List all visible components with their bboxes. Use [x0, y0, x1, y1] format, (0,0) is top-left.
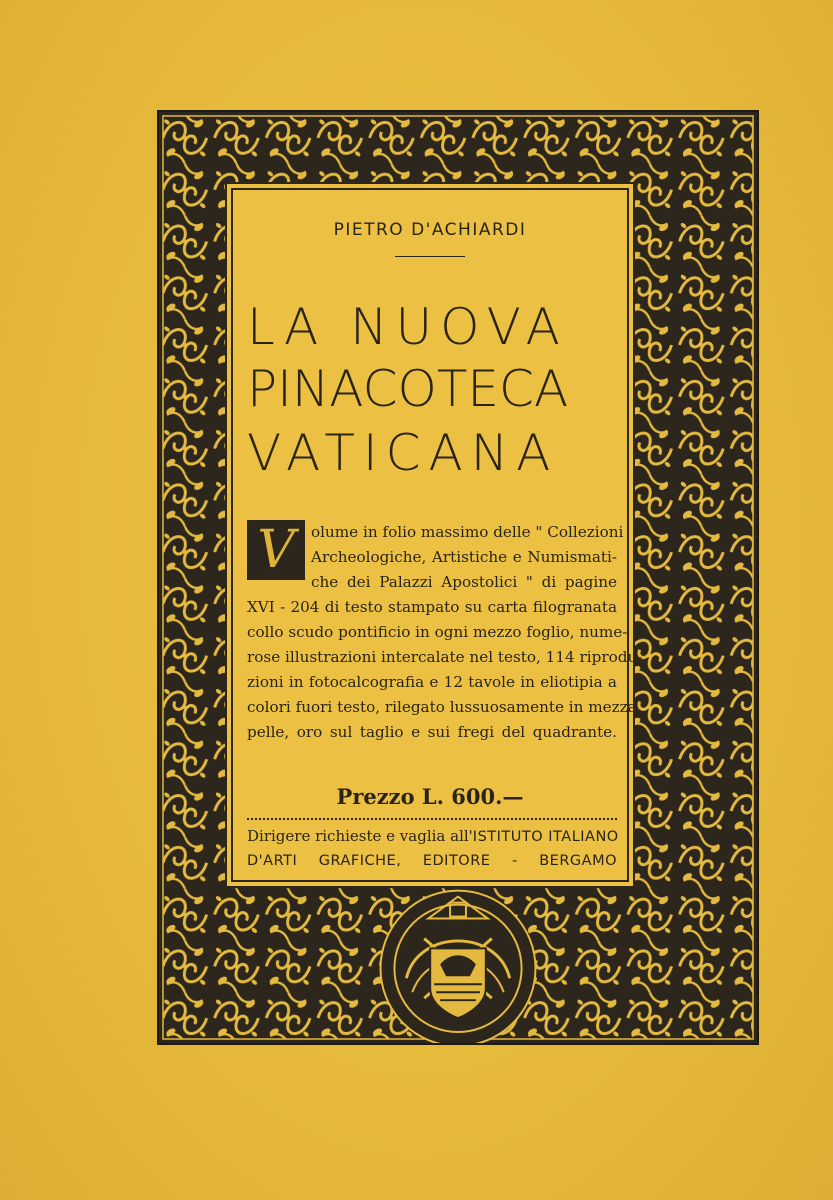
publisher-line-1: [247, 824, 617, 849]
body-line: rose illustrazioni intercalate nel testo, 114 riprodu-: [247, 648, 643, 666]
body-line: che dei Palazzi Apostolici " di pagine: [311, 573, 617, 591]
title-line-2: PINACOTECA: [247, 360, 569, 418]
papal-coat-of-arms-icon: [381, 891, 536, 1043]
publisher-notice: [247, 824, 617, 873]
body-line: zioni in fotocalcografia e 12 tavole in eliotipia a: [247, 673, 617, 691]
description-paragraph: [247, 520, 643, 745]
drop-cap-letter: V: [257, 520, 295, 580]
publisher-name: ISTITUTO ITALIANO: [472, 829, 619, 845]
price-label: Prezzo L. 600.—: [336, 784, 524, 809]
text-panel: [233, 190, 643, 880]
body-line: colori fuori testo, rilegato lussuosamente in mezza: [247, 698, 637, 716]
body-line: pelle, oro sul taglio e sui fregi del quadrante.: [247, 723, 617, 741]
body-line: collo scudo pontificio in ogni mezzo foglio, nume-: [247, 623, 628, 641]
title-line-1: LA NUOVA: [247, 298, 568, 356]
body-line: olume in folio massimo delle " Collezioni: [311, 523, 624, 541]
title-line-3: VATICANA: [247, 424, 559, 482]
author-name: PIETRO D'ACHIARDI: [333, 220, 527, 240]
author-underline: [395, 256, 465, 257]
body-line: Archeologiche, Artistiche e Numismati-: [311, 548, 617, 566]
publisher-line-2: D'ARTI GRAFICHE, EDITORE - BERGAMO: [247, 853, 617, 869]
dotted-divider: [247, 818, 617, 820]
body-line: XVI - 204 di testo stampato su carta filogranata: [247, 598, 617, 616]
publisher-line-1-text: Dirigere richieste e vaglia all': [247, 827, 473, 845]
